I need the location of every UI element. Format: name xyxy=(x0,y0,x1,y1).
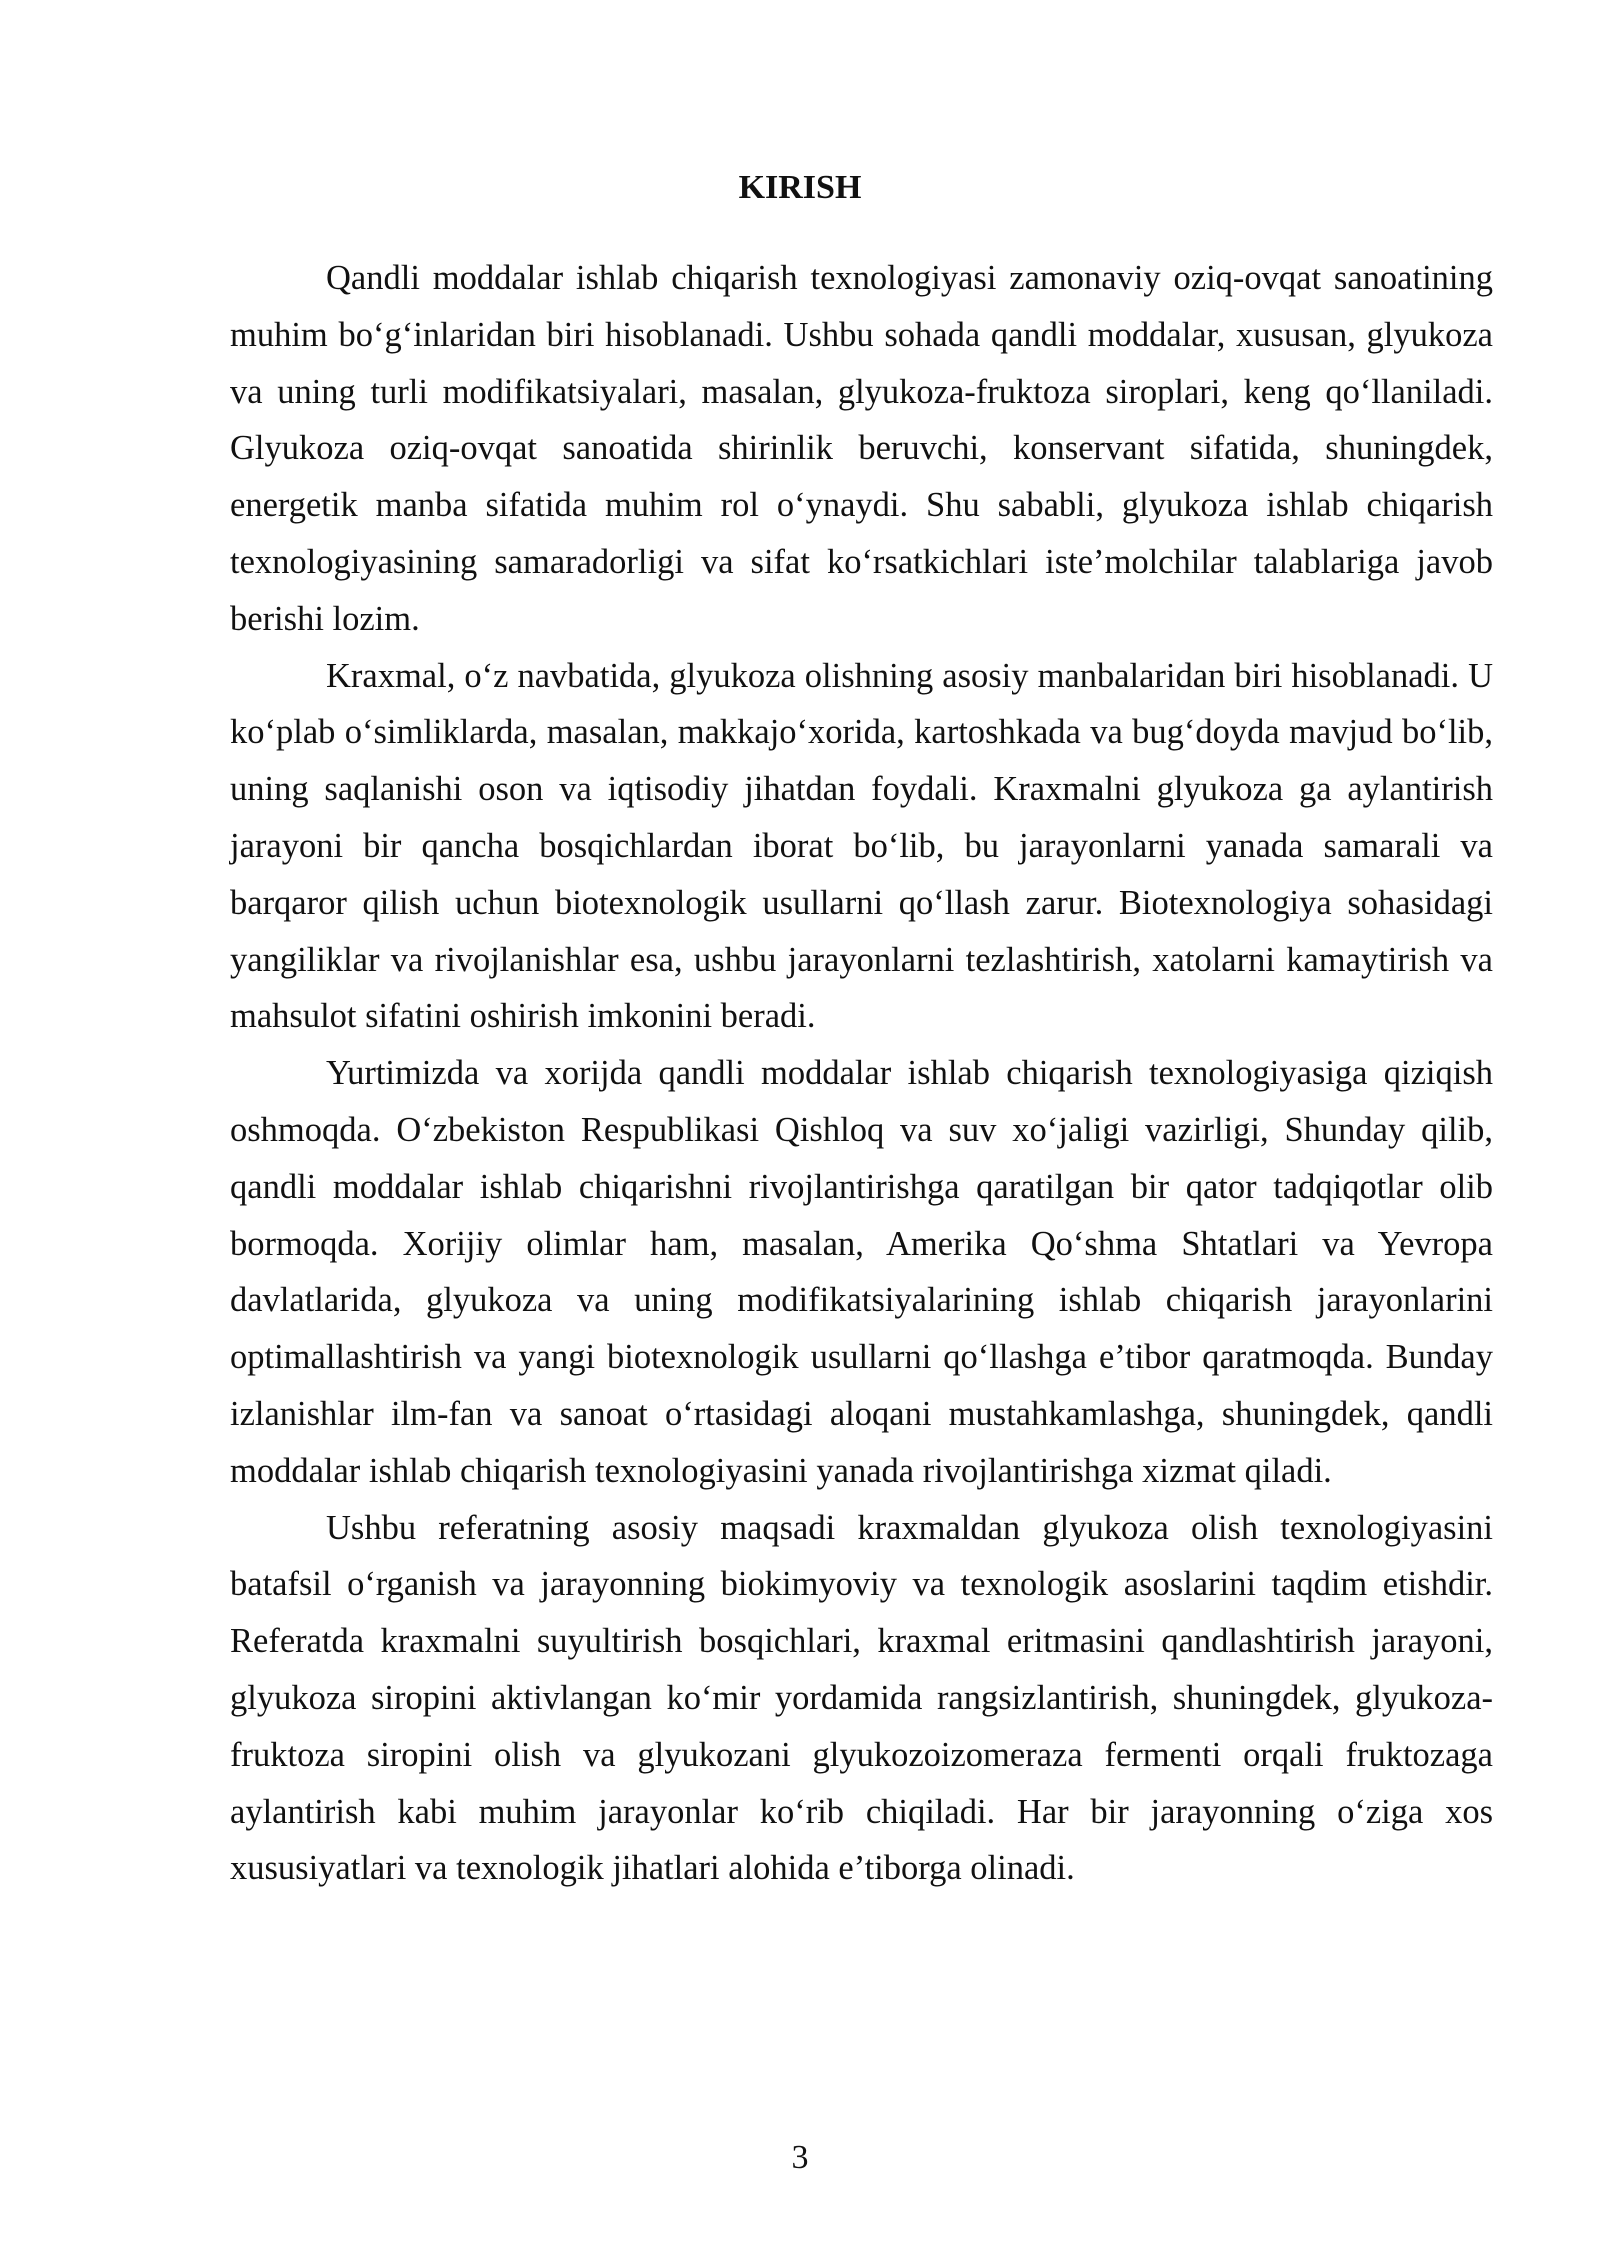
paragraph-1: Qandli moddalar ishlab chiqarish texnologiyasi zamonaviy oziq-ovqat sanoatining muhim bo‘g‘inlaridan biri hisoblanadi. Ushbu sohada qandli moddalar, xususan, glyukoza va uning turli modifikatsiyalari, masalan, glyukoza-fruktoza siroplari, keng qo‘llaniladi. Glyukoza oziq-ovqat sanoatida shirinlik beruvchi, konservant sifatida, shuningdek, energetik manba sifatida muhim rol o‘ynaydi. Shu sababli, glyukoza ishlab chiqarish texnologiyasining samaradorligi va sifat ko‘rsatkichlari iste’molchilar talablariga javob berishi lozim. xyxy=(230,259,1493,638)
paragraph-2: Kraxmal, o‘z navbatida, glyukoza olishning asosiy manbalaridan biri hisoblanadi. U ko‘plab o‘simliklarda, masalan, makkajo‘xorida, kartoshkada va bug‘doyda mavjud bo‘lib, uning saqlanishi oson va iqtisodiy jihatdan foydali. Kraxmalni glyukoza ga aylantirish jarayoni bir qancha bosqichlardan iborat bo‘lib, bu jarayonlarni yanada samarali va barqaror qilish uchun biotexnologik usullarni qo‘llash zarur. Biotexnologiya sohasidagi yangiliklar va rivojlanishlar esa, ushbu jarayonlarni tezlashtirish, xatolarni kamaytirish va mahsulot sifatini oshirish imkonini beradi. xyxy=(230,656,1493,1036)
body-text xyxy=(230,250,1493,1897)
page-number: 3 xyxy=(791,2139,809,2176)
paragraph-4: Ushbu referatning asosiy maqsadi kraxmaldan glyukoza olish texnologiyasini batafsil o‘rganish va jarayonning biokimyoviy va texnologik asoslarini taqdim etishdir. Referatda kraxmalni suyultirish bosqichlari, kraxmal eritmasini qandlashtirish jarayoni, glyukoza siropini aktivlangan ko‘mir yordamida rangsizlantirish, shuningdek, glyukoza-fruktoza siropini olish va glyukozani glyukozoizomeraza fermenti orqali fruktozaga aylantirish kabi muhim jarayonlar ko‘rib chiqiladi. Har bir jarayonning o‘ziga xos xususiyatlari va texnologik jihatlari alohida e’tiborga olinadi. xyxy=(230,1508,1493,1888)
paragraph-3: Yurtimizda va xorijda qandli moddalar ishlab chiqarish texnologiyasiga qiziqish oshmoqda. O‘zbekiston Respublikasi Qishloq va suv xo‘jaligi vazirligi, Shunday qilib, qandli moddalar ishlab chiqarishni rivojlantirishga qaratilgan bir qator tadqiqotlar olib bormoqda. Xorijiy olimlar ham, masalan, Amerika Qo‘shma Shtatlari va Yevropa davlatlarida, glyukoza va uning modifikatsiyalarining ishlab chiqarish jarayonlarini optimallashtirish va yangi biotexnologik usullarni qo‘llashga e’tibor qaratmoqda. Bunday izlanishlar ilm-fan va sanoat o‘rtasidagi aloqani mustahkamlashga, shuningdek, qandli moddalar ishlab chiqarish texnologiyasini yanada rivojlantirishga xizmat qiladi. xyxy=(230,1054,1493,1490)
section-title: KIRISH xyxy=(738,169,862,206)
